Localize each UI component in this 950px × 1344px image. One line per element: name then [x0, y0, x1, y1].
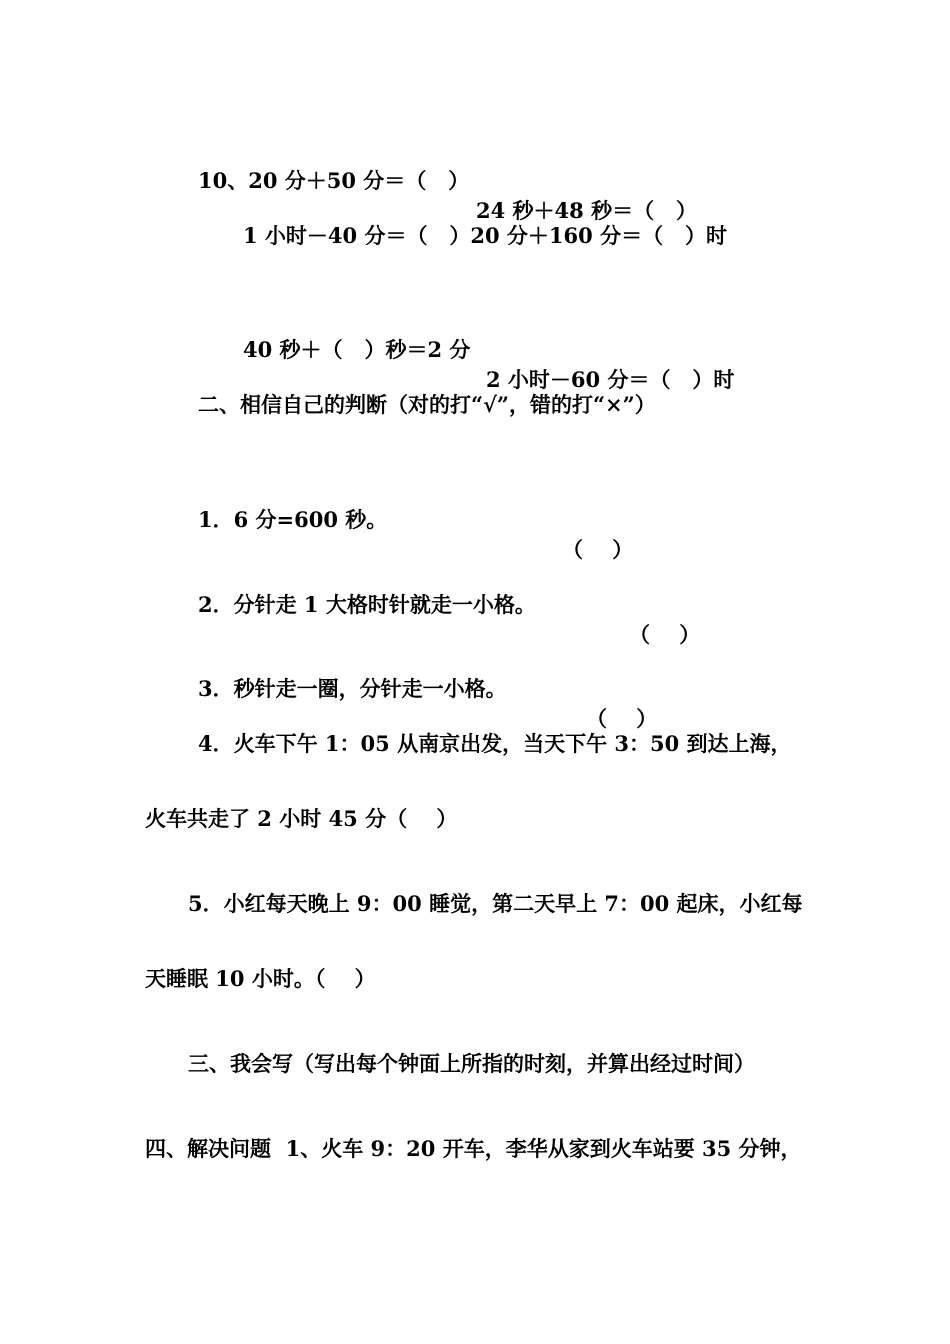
judgment-item-2-blank: （ ）: [629, 622, 701, 647]
judgment-item-1-blank: （ ）: [562, 537, 634, 562]
judgment-item-4-line1: 4．火车下午 1：05 从南京出发，当天下午 3：50 到达上海，: [198, 731, 792, 756]
judgment-item-5-line1: 5．小红每天晚上 9：00 睡觉，第二天早上 7：00 起床，小红每: [188, 891, 803, 916]
judgment-item-3-blank: （ ）: [586, 706, 658, 731]
section2-heading: 二、相信自己的判断（对的打“√”，错的打“×”）: [198, 392, 656, 417]
judgment-item-2-text: 2．分针走 1 大格时针就走一小格。: [198, 592, 536, 617]
judgment-item-4-line2: 火车共走了 2 小时 45 分（ ）: [145, 806, 458, 831]
section4-heading: 四、解决问题 1、火车 9：20 开车，李华从家到火车站要 35 分钟，: [145, 1136, 802, 1161]
judgment-item-1-text: 1．6 分=600 秒。: [198, 507, 388, 532]
judgment-item-5-line2: 天睡眠 10 小时。（ ）: [145, 966, 376, 991]
section3-heading: 三、我会写（写出每个钟面上所指的时刻，并算出经过时间）: [188, 1051, 755, 1076]
q10-line3-part-b: 2 小时－60 分＝（ ）时: [486, 367, 735, 392]
q10-line3-part-a: 40 秒＋（ ）秒＝2 分: [243, 337, 471, 362]
q10-line2: 1 小时－40 分＝（ ）20 分＋160 分＝（ ）时: [243, 223, 728, 248]
judgment-item-3-text: 3．秒针走一圈，分针走一小格。: [198, 676, 507, 701]
q10-line1-part-a: 10、20 分＋50 分＝（ ）: [198, 168, 470, 193]
q10-line1-part-b: 24 秒＋48 秒＝（ ）: [476, 198, 698, 223]
